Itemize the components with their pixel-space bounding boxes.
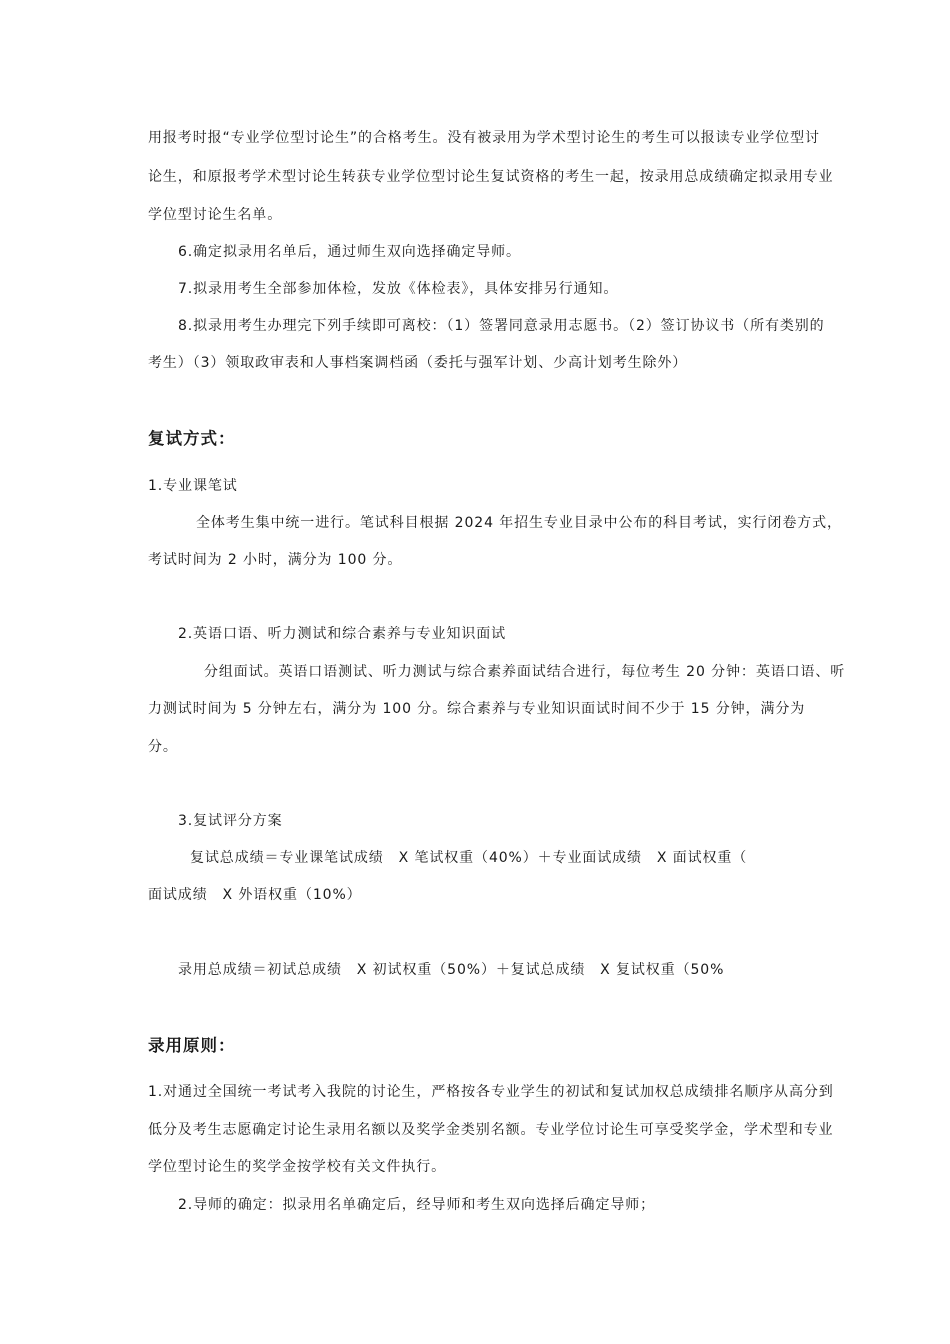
retest-s3-formula-2: 录用总成绩＝初试总成绩 X 初试权重（50%）＋复试总成绩 X 复试权重（50% bbox=[178, 962, 725, 978]
item-8-line-1: 8.拟录用考生办理完下列手续即可离校：（1）签署同意录用志愿书。（2）签订协议书（所有类别的 bbox=[178, 318, 825, 334]
item-7: 7.拟录用考生全部参加体检，发放《体检表》，具体安排另行通知。 bbox=[178, 281, 619, 297]
retest-s1-line-1: 全体考生集中统一进行。笔试科目根据 2024 年招生专业目录中公布的科目考试，实行闭卷方式， bbox=[196, 515, 842, 531]
retest-s2-title: 2.英语口语、听力测试和综合素养与专业知识面试 bbox=[178, 626, 507, 642]
retest-s3-formula-1-cont: 面试成绩 X 外语权重（10%） bbox=[148, 887, 362, 903]
intro-line-3: 学位型讨论生名单。 bbox=[148, 207, 283, 223]
admission-p1-line-2: 低分及考生志愿确定讨论生录用名额以及奖学金类别名额。专业学位讨论生可享受奖学金，学术型和专业 bbox=[148, 1122, 834, 1138]
retest-s1-title: 1.专业课笔试 bbox=[148, 478, 238, 494]
admission-p1-line-1: 1.对通过全国统一考试考入我院的讨论生，严格按各专业学生的初试和复试加权总成绩排名顺序从高分到 bbox=[148, 1084, 834, 1100]
retest-s1-line-2: 考试时间为 2 小时，满分为 100 分。 bbox=[148, 552, 403, 568]
admission-p1-line-3: 学位型讨论生的奖学金按学校有关文件执行。 bbox=[148, 1159, 446, 1175]
admission-p2: 2.导师的确定：拟录用名单确定后，经导师和考生双向选择后确定导师； bbox=[178, 1197, 656, 1213]
retest-s3-title: 3.复试评分方案 bbox=[178, 813, 283, 829]
retest-s2-line-2: 力测试时间为 5 分钟左右，满分为 100 分。综合素养与专业知识面试时间不少于 15 分钟，满分为 bbox=[148, 701, 806, 717]
item-8-line-2: 考生）（3）领取政审表和人事档案调档函（委托与强军计划、少高计划考生除外） bbox=[148, 355, 688, 371]
retest-s3-formula-1: 复试总成绩＝专业课笔试成绩 X 笔试权重（40%）＋专业面试成绩 X 面试权重（ bbox=[190, 850, 748, 866]
item-6: 6.确定拟录用名单后，通过师生双向选择确定导师。 bbox=[178, 244, 521, 260]
intro-line-1: 用报考时报“专业学位型讨论生”的合格考生。没有被录用为学术型讨论生的考生可以报读专业学位型讨 bbox=[148, 130, 820, 146]
retest-s2-line-1: 分组面试。英语口语测试、听力测试与综合素养面试结合进行，每位考生 20 分钟：英语口语、听 bbox=[204, 664, 846, 680]
admission-heading: 录用原则： bbox=[148, 1036, 236, 1055]
intro-line-2: 论生，和原报考学术型讨论生转获专业学位型讨论生复试资格的考生一起，按录用总成绩确定拟录用专业 bbox=[148, 169, 834, 185]
retest-heading: 复试方式： bbox=[148, 429, 236, 448]
retest-s2-line-3: 分。 bbox=[148, 739, 178, 755]
